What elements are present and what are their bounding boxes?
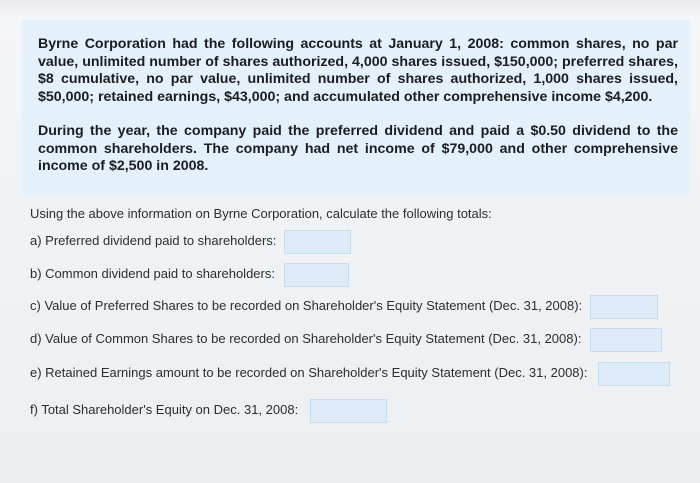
answer-input-c[interactable] [590,295,658,319]
problem-statement-box [22,20,690,196]
instructions-text: Using the above information on Byrne Corporation, calculate the following totals: [30,206,492,221]
question-label-f: f) Total Shareholder's Equity on Dec. 31, 2008: [30,402,299,417]
question-label-a: a) Preferred dividend paid to shareholders: [30,233,277,248]
answer-input-a[interactable] [284,230,351,254]
answer-input-f[interactable] [310,399,387,423]
top-strip [0,0,700,14]
question-label-e: e) Retained Earnings amount to be recorded on Shareholder's Equity Statement (Dec. 31, 2008): [30,365,588,380]
problem-paragraph-1: Byrne Corporation had the following accounts at January 1, 2008: common shares, no par value, unlimited number of shares authorized, 4,000 shares issued, $150,000; preferred shares, $8 cumulative, no par value, unlimited number of shares authorized, 1,000 shares issued, $50,000; retained earnings, $43,000; and accumulated other comprehensive income $4,200. [38,36,678,105]
answer-input-b[interactable] [284,263,349,287]
question-label-d: d) Value of Common Shares to be recorded on Shareholder's Equity Statement (Dec. 31, 2008): [30,331,582,346]
problem-paragraph-2: During the year, the company paid the preferred dividend and paid a $0.50 dividend to the common shareholders. The company had net income of $79,000 and other comprehensive income of $2,500 in 2008. [38,123,678,174]
question-label-c: c) Value of Preferred Shares to be recorded on Shareholder's Equity Statement (Dec. 31, 2008): [30,298,583,313]
answer-input-d[interactable] [590,328,662,352]
question-label-b: b) Common dividend paid to shareholders: [30,266,275,281]
answer-input-e[interactable] [598,362,670,386]
question-panel [0,14,700,483]
